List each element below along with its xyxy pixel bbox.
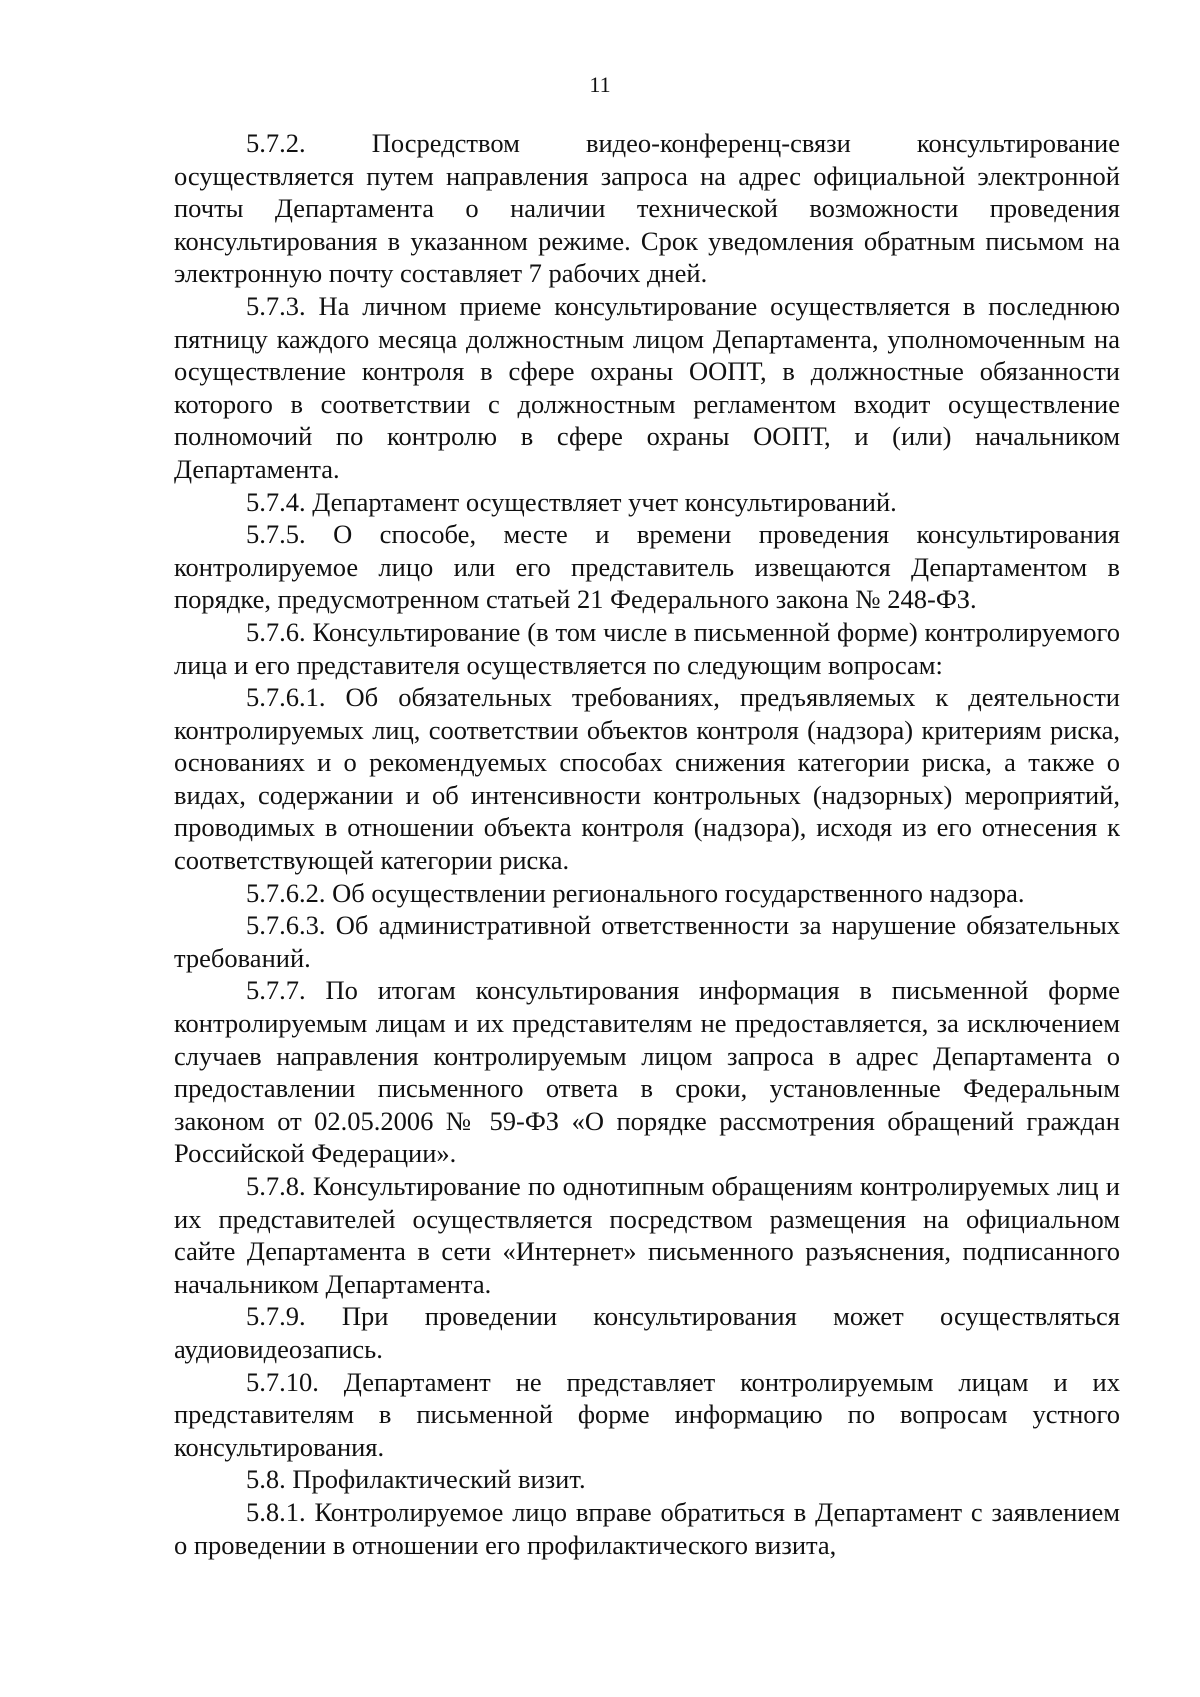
paragraph-5-7-2: 5.7.2. Посредством видео-конференц-связи консультирование осуществляется путем направления запроса на адрес официальной электронной почты Департамента о наличии технической возможности проведения консультирования в указанном режиме. Срок уведомления обратным письмом на электронную почту составляет 7 рабочих дней.	[174, 128, 1120, 289]
paragraph-5-7-6-3: 5.7.6.3. Об административной ответственности за нарушение обязательных требований.	[174, 910, 1120, 973]
paragraph-5-7-10: 5.7.10. Департамент не представляет контролируемым лицам и их представителям в письменной форме информацию по вопросам устного консультирования.	[174, 1366, 1120, 1462]
paragraph-5-7-9: 5.7.9. При проведении консультирования может осуществляться аудиовидеозапись.	[174, 1301, 1120, 1364]
paragraph-5-7-3: 5.7.3. На личном приеме консультирование осуществляется в последнюю пятницу каждого месяца должностным лицом Департамента, уполномоченным на осуществление контроля в сфере охраны ООПТ, в должностные обязанности которого в соответствии с должностным регламентом входит осуществление полномочий по контролю в сфере охраны ООПТ, и (или) начальником Департамента.	[174, 290, 1120, 484]
paragraph-5-7-6: 5.7.6. Консультирование (в том числе в письменной форме) контролируемого лица и его представителя осуществляется по следующим вопросам:	[174, 616, 1120, 680]
paragraph-5-7-5: 5.7.5. О способе, месте и времени проведения консультирования контролируемое лицо или его представитель извещаются Департаментом в порядке, предусмотренном статьей 21 Федерального закона № 248-ФЗ.	[174, 519, 1120, 615]
paragraph-5-8: 5.8. Профилактический визит.	[246, 1464, 586, 1495]
paragraph-5-8-1: 5.8.1. Контролируемое лицо вправе обратиться в Департамент с заявлением о проведении в отношении его профилактического визита,	[174, 1496, 1120, 1560]
page-number: 11	[589, 72, 611, 97]
paragraph-5-7-7: 5.7.7. По итогам консультирования информация в письменной форме контролируемым лицам и их представителям не предоставляется, за исключением случаев направления контролируемым лицом запроса в адрес Департамента о предоставлении письменного ответа в сроки, установленные Федеральным законом от 02.05.2006 № 59-ФЗ «О порядке рассмотрения обращений граждан Российской Федерации».	[174, 975, 1120, 1169]
paragraph-5-7-6-2: 5.7.6.2. Об осуществлении регионального государственного надзора.	[246, 877, 1025, 908]
paragraph-5-7-6-1: 5.7.6.1. Об обязательных требованиях, предъявляемых к деятельности контролируемых лиц, соответствии объектов контроля (надзора) критериям риска, основаниях и о рекомендуемых способах снижения категории риска, а также о видах, содержании и об интенсивности контрольных (надзорных) мероприятий, проводимых в отношении объекта контроля (надзора), исходя из его отнесения к соответствующей категории риска.	[174, 682, 1120, 876]
paragraph-5-7-8: 5.7.8. Консультирование по однотипным обращениям контролируемых лиц и их представителей осуществляется посредством размещения на официальном сайте Департамента в сети «Интернет» письменного разъяснения, подписанного начальником Департамента.	[174, 1171, 1120, 1299]
document-body	[174, 127, 1120, 1561]
paragraph-5-7-4: 5.7.4. Департамент осуществляет учет консультирований.	[246, 486, 897, 517]
